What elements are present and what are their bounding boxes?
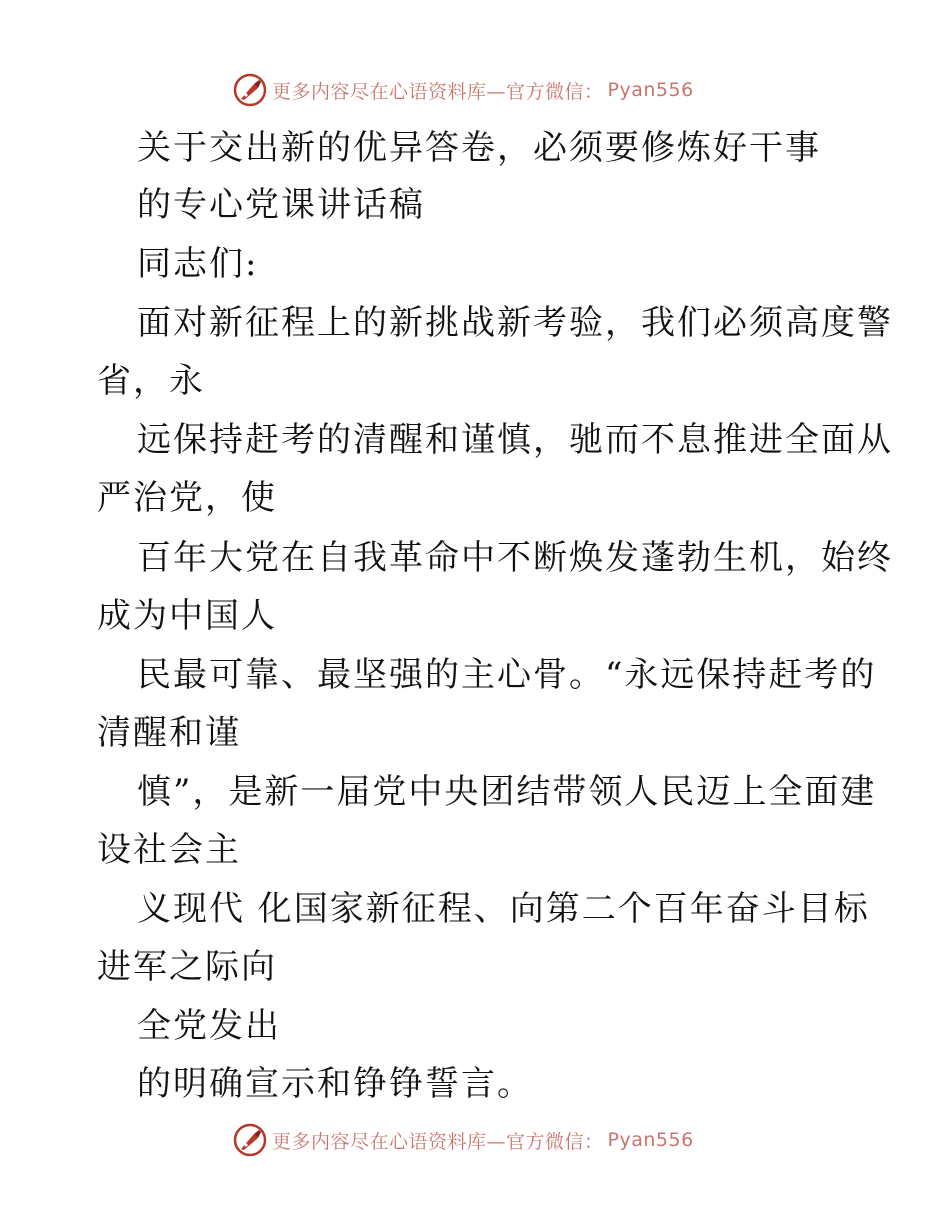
document-title-line: 的专心党课讲话稿 — [137, 185, 425, 225]
document-title-line: 关于交出新的优异答卷，必须要修炼好干事 — [137, 128, 821, 168]
paragraph-line: 民最可靠、最坚强的主心骨。“永远保持赶考的 — [137, 655, 877, 695]
salutation: 同志们: — [137, 244, 259, 284]
paragraph-line: 全党发出 — [137, 1006, 281, 1046]
paragraph-line: 清醒和谨 — [97, 713, 241, 753]
paragraph-line: 面对新征程上的新挑战新考验，我们必须高度警 — [137, 303, 893, 343]
watermark-wechat-id: Pyan556 — [607, 79, 694, 101]
watermark-wechat-id: Pyan556 — [607, 1129, 694, 1151]
paragraph-line: 成为中国人 — [97, 596, 277, 636]
paragraph-line: 义现代 化国家新征程、向第二个百年奋斗目标 — [137, 889, 870, 929]
paragraph-line: 严治党，使 — [97, 478, 277, 518]
watermark-banner-bottom — [232, 1122, 732, 1158]
paragraph-line: 的明确宣示和铮铮誓言。 — [137, 1064, 533, 1104]
paragraph-line: 设社会主 — [97, 830, 241, 870]
paragraph-line: 慎”，是新一届党中央团结带领人民迈上全面建 — [137, 772, 877, 812]
paragraph-line: 百年大党在自我革命中不断焕发蓬勃生机，始终 — [137, 538, 893, 578]
pen-nib-logo-icon — [232, 72, 268, 108]
watermark-text: 更多内容尽在心语资料库—官方微信： — [272, 1130, 604, 1153]
pen-nib-logo-icon — [232, 1122, 268, 1158]
paragraph-line: 进军之际向 — [97, 947, 277, 987]
paragraph-line: 远保持赶考的清醒和谨慎，驰而不息推进全面从 — [137, 420, 893, 460]
paragraph-line: 省，永 — [97, 361, 205, 401]
watermark-text: 更多内容尽在心语资料库—官方微信： — [272, 80, 604, 103]
watermark-banner-top — [232, 72, 732, 108]
